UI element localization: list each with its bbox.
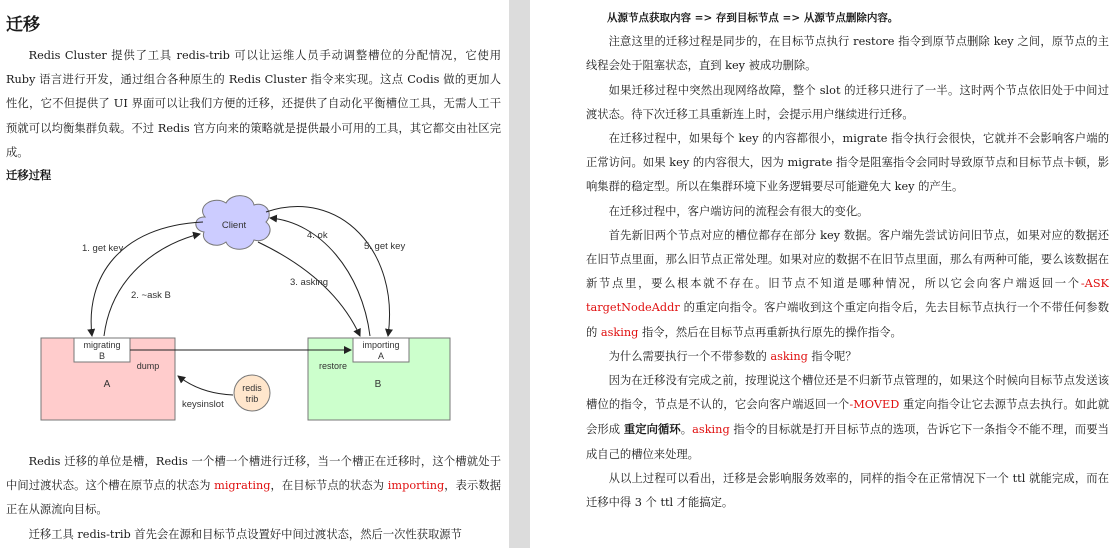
subheading: 迁移过程 xyxy=(6,169,52,183)
moved-paragraph: 因为在迁移没有完成之前，按理说这个槽位还是不归新节点管理的，如果这个时候向目标节点发送该槽位的指令，节点是不认的，它会向客户端返回一个-MOVED 重定向指令让它去源节点去执行。如此就会形成 重定向循环。asking 指令的目标就是打开目标节点的选项，告诉它下一条指令不能不理，而要当成自己的槽位来处理。 xyxy=(586,374,1109,461)
redis-trib-label-1: redis xyxy=(242,383,262,393)
client-flow-paragraph: 在迁移过程中，客户端访问的流程会有很大的变化。 xyxy=(608,204,869,218)
label-keysinslot: keysinslot xyxy=(182,399,224,410)
label-get-key-1: 1. get key xyxy=(82,243,124,254)
migrating-slot-b: B xyxy=(98,351,106,361)
importing-label: importing xyxy=(362,340,400,350)
label-ok: 4. ok xyxy=(307,230,328,241)
node-a-label: A xyxy=(103,379,111,390)
asking-term-1: asking xyxy=(600,325,639,339)
importing-term: importing xyxy=(387,479,445,493)
client-label: Client xyxy=(221,220,247,231)
asking-term-2: asking xyxy=(770,349,808,363)
migrating-label: migrating xyxy=(83,340,121,350)
restore-label: restore xyxy=(318,361,348,371)
label-ask-b: 2. ~ask B xyxy=(131,290,171,301)
importing-slot-a: A xyxy=(377,351,385,361)
ttl-paragraph: 从以上过程可以看出，迁移是会影响服务效率的，同样的指令在正常情况下一个 ttl 就能完成，而在迁移中得 3 个 ttl 才能搞定。 xyxy=(586,471,1109,510)
node-b-label: B xyxy=(374,379,382,390)
migration-diagram xyxy=(0,192,509,450)
label-asking: 3. asking xyxy=(290,277,329,288)
sync-paragraph: 注意这里的迁移过程是同步的，在目标节点执行 restore 指令到原节点删除 key 之间，原节点的主线程会处于阻塞状态，直到 key 被成功删除。 xyxy=(586,35,1109,73)
arrow-asking xyxy=(258,242,360,336)
slot-paragraph: Redis 迁移的单位是槽，Redis 一个槽一个槽进行迁移，当一个槽正在迁移时，这个槽就处于中间过渡状态。这个槽在原节点的状态为 migrating，在目标节点的状态为 importing，表示数据正在从源流向目标。 xyxy=(6,455,501,517)
flow-line: 从源节点获取内容 => 存到目标节点 => 从源节点删除内容。 xyxy=(607,12,899,24)
migrating-term: migrating xyxy=(214,479,271,493)
arrow-get-key-1 xyxy=(91,222,203,336)
why-asking-paragraph: 为什么需要执行一个不带参数的 asking 指令呢？ xyxy=(608,349,857,363)
bigkey-paragraph: 在迁移过程中，如果每个 key 的内容都很小，migrate 指令执行会很快，它就并不会影响客户端的正常访问。如果 key 的内容很大，因为 migrate 指令是阻塞指令会同时导致原节点和目标节点卡顿，影响集群的稳定型。所以在集群环境下业务逻辑要尽可能避免大 key 的产生。 xyxy=(586,132,1109,194)
label-get-key-5: 5. get key xyxy=(364,241,406,252)
intro-paragraph: Redis Cluster 提供了工具 redis-trib 可以让运维人员手动调整槽位的分配情况，它使用 Ruby 语言进行开发，通过组合各种原生的 Redis Cluster 指令来实现。这点 Codis 做的更加人性化，它不但提供了 UI 界面可以让我们方便的迁移，还提供了自动化平衡槽位工具，无需人工干预就可以均衡集群负载。不过 Redis 官方向来的策略就是提供最小可用的工具，其它都交由社区完成。 xyxy=(6,49,501,159)
tool-paragraph: 迁移工具 redis-trib 首先会在源和目标节点设置好中间过渡状态，然后一次性获取源节 xyxy=(28,527,462,541)
ask-term: -ASK targetNodeAddr xyxy=(586,277,1109,315)
section-title: 迁移 xyxy=(6,15,40,35)
right-page xyxy=(530,0,1109,548)
dump-label: dump xyxy=(136,361,160,371)
page-gap xyxy=(509,0,530,548)
left-page xyxy=(0,0,509,548)
arrow-get-key-5 xyxy=(266,207,390,336)
moved-term: -MOVED xyxy=(849,398,900,412)
redis-trib-label-2: trib xyxy=(245,394,259,404)
asking-term-3: asking xyxy=(692,423,730,437)
network-paragraph: 如果迁移过程中突然出现网络故障，整个 slot 的迁移只进行了一半。这时两个节点依旧处于中间过渡状态。待下次迁移工具重新连上时，会提示用户继续进行迁移。 xyxy=(586,83,1109,121)
arrow-keysinslot xyxy=(178,376,233,395)
loop-term: 重定向循环 xyxy=(623,422,681,437)
ask-paragraph: 首先新旧两个节点对应的槽位都存在部分 key 数据。客户端先尝试访问旧节点，如果对应的数据还在旧节点里面，那么旧节点正常处理。如果对应的数据不在旧节点里面，那么有两种可能，要么该数据在新节点里，要么根本就不存在。旧节点不知道是哪种情况，所以它会向客户端返回一个-ASK targetNodeAddr 的重定向指令。客户端收到这个重定向指令后，先去目标节点执行一个不带任何参数的 asking 指令，然后在目标节点再重新执行原先的操作指令。 xyxy=(586,228,1109,339)
redis-trib-circle xyxy=(234,375,270,411)
